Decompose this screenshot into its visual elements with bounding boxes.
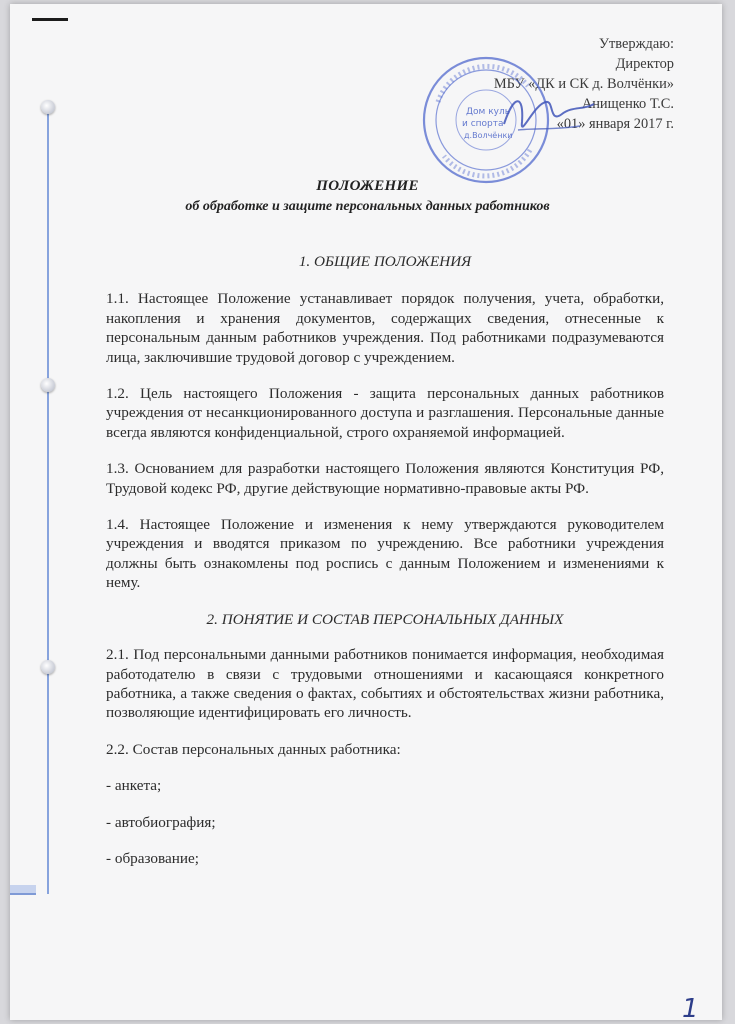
list-item: - автобиография;	[106, 813, 216, 831]
section-2-heading: 2. ПОНЯТИЕ И СОСТАВ ПЕРСОНАЛЬНЫХ ДАННЫХ	[206, 610, 564, 628]
handwritten-signature	[494, 84, 604, 144]
paragraph-1-2: 1.2. Цель настоящего Положения - защита персональных данных работников учреждения от несанкционированного доступа и разглашения. Персональные данные всегда являются конфиденциальной, строго охраняемой информацией.	[106, 385, 664, 441]
section-1-heading: 1. ОБЩИЕ ПОЛОЖЕНИЯ	[298, 253, 472, 270]
paragraph-1-1: 1.1. Настоящее Положение устанавливает порядок получения, учета, обработки, накопления и хранения документов, содержащих сведения, отнесенные к персональным данным работников учреждения. Под работниками подразумеваются лица, заключившие трудовой договор с учреждением.	[106, 290, 664, 366]
document-title: ПОЛОЖЕНИЕ	[316, 178, 419, 194]
paragraph-2-1: 2.1. Под персональными данными работников понимается информация, необходимая работодателю в связи с трудовыми отношениями и касающаяся конкретного работника, а также сведения о фактах, событиях и обстоятельствах жизни работника, позволяющие идентифицировать его личность.	[106, 646, 664, 722]
list-item: - образование;	[106, 849, 199, 867]
title-block	[0, 178, 735, 215]
approval-line-2: Директор	[615, 56, 674, 72]
top-edge-mark	[32, 18, 68, 21]
paragraph-1-3: 1.3. Основанием для разработки настоящего Положения являются Конституция РФ, Трудовой кодекс РФ, другие действующие нормативно-правовые акты РФ.	[106, 460, 664, 497]
approval-line-1: Утверждаю:	[598, 36, 674, 52]
binder-tab	[10, 885, 36, 895]
document-body	[106, 252, 664, 885]
approval-line-3: МБУ «ДК и СК д. Волчёнки»	[493, 76, 674, 92]
page-number: 1	[682, 994, 699, 1020]
approval-line-4: Анищенко Т.С.	[581, 96, 674, 112]
paragraph-1-4: 1.4. Настоящее Положение и изменения к нему утверждаются руководителем учреждения и вводятся приказом по учреждению. Все работники учреждения должны быть ознакомлены под роспись с данным Положением и изменениями к нему.	[106, 516, 664, 592]
svg-text:и спорта: и спорта	[462, 119, 504, 129]
paragraph-2-2: 2.2. Состав персональных данных работника:	[106, 740, 401, 758]
svg-text:д.Волчёнки: д.Волчёнки	[464, 131, 513, 140]
list-item: - анкета;	[106, 777, 162, 795]
approval-line-5: «01» января 2017 г.	[556, 116, 674, 132]
binder-hole	[41, 378, 55, 392]
binder-strip	[47, 104, 49, 894]
binder-hole	[41, 660, 55, 674]
document-subtitle: об обработке и защите персональных данных работников	[185, 199, 550, 214]
svg-text:Дом куль: Дом куль	[466, 107, 511, 117]
binder-hole	[41, 100, 55, 114]
